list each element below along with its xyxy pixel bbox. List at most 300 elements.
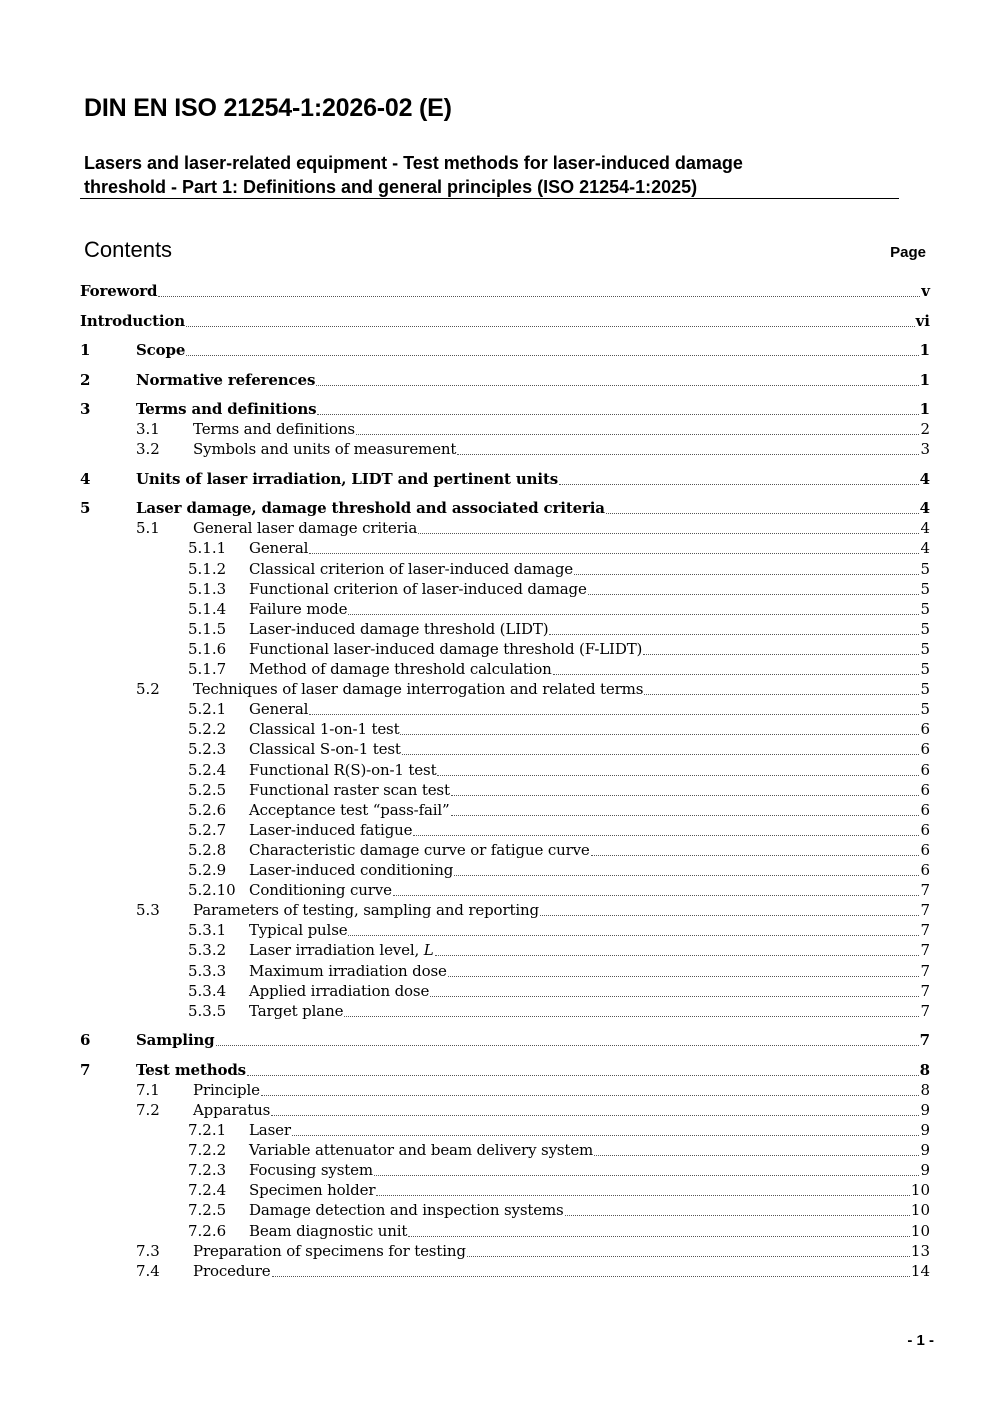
toc-entry-title-text: Sampling [136,1031,215,1050]
toc-entry-title-text: Principle [193,1080,260,1099]
toc-entry-title-text: Terms and definitions [193,420,355,439]
document-title: DIN EN ISO 21254-1:2026-02 (E) [84,94,452,122]
title-divider [80,198,899,199]
toc-entry-title [193,419,355,439]
toc-entry-body [249,760,930,780]
toc-entry-title-text: Terms and definitions [136,400,317,418]
page-column-heading: Page [890,244,926,261]
toc-entry-page: 6 [920,800,930,819]
toc-entry-title-text: Units of laser irradiation, LIDT and pertinent units [136,469,559,488]
toc-entry-title [249,920,347,940]
toc-dot-leader [186,354,918,356]
toc-entry-number: 5 [80,499,91,518]
toc-entry-body [193,439,930,459]
page-number: - 1 - [907,1332,934,1349]
toc-dot-leader [272,1275,910,1277]
toc-entry-page: 9 [920,1100,930,1119]
toc-entry-title-text: Laser-induced fatigue [249,820,413,839]
toc-entry[interactable] [80,340,930,360]
toc-entry-number: 5.1.4 [188,599,227,618]
toc-entry[interactable] [80,1060,930,1080]
toc-entry-body [249,538,930,558]
toc-dot-leader [158,295,920,297]
toc-entry-page: 4 [920,519,930,538]
toc-entry-title-text: Introduction [80,311,186,330]
toc-entry-body [249,1140,930,1160]
toc-entry-body [249,1001,930,1021]
toc-entry-number: 2 [80,370,91,389]
toc-entry[interactable] [80,599,930,619]
toc-entry-number: 5.3.4 [188,981,227,1000]
toc-entry-title [249,840,590,860]
toc-entry-title [136,1030,215,1050]
toc-entry-page: 7 [920,901,930,920]
toc-entry-body [193,679,930,699]
toc-entry-title-text: Beam diagnostic unit [249,1221,408,1240]
toc-entry[interactable] [80,780,930,800]
toc-entry-number: 5.1.6 [188,639,227,658]
toc-entry[interactable] [80,559,930,579]
toc-entry-number: 5.2.4 [188,760,227,779]
toc-entry-body [249,840,930,860]
toc-entry-body [249,659,930,679]
toc-entry-body [249,860,930,880]
toc-entry-title [249,1180,375,1200]
toc-entry-page: 1 [919,400,930,418]
toc-entry-title-text: Laser-induced conditioning [249,861,454,879]
toc-entry-title-text: Typical pulse [249,921,348,940]
toc-entry-title [249,1200,564,1220]
toc-dot-leader [437,774,919,776]
toc-entry-title [249,800,450,820]
toc-entry-number: 5.2 [136,680,160,699]
toc-entry-body [136,498,930,518]
toc-entry[interactable] [80,619,930,639]
toc-entry-body [193,1080,930,1100]
contents-heading: Contents [84,237,173,262]
toc-entry-body [249,1160,930,1180]
toc-entry-number: 5.3.1 [188,921,227,940]
toc-entry[interactable] [80,518,930,538]
toc-entry-page: 9 [920,1161,930,1180]
toc-entry-page: vi [915,311,930,330]
toc-entry-body [193,1100,930,1120]
toc-entry-title [193,900,539,920]
toc-entry[interactable] [80,399,930,419]
toc-entry-page: 8 [919,1060,930,1079]
toc-entry-page: 10 [910,1181,930,1200]
toc-entry-title-text: Functional R(S)-on-1 test [249,760,437,779]
toc-dot-leader [418,532,919,534]
toc-entry-number: 5.2.1 [188,700,227,719]
toc-entry-page: 10 [910,1201,930,1220]
toc-entry-title [249,1221,407,1241]
toc-entry[interactable] [80,1261,930,1281]
toc-dot-leader [467,1255,910,1257]
toc-entry-page: 10 [910,1221,930,1240]
toc-entry-number: 5.2.6 [188,800,227,819]
toc-entry-body [249,1180,930,1200]
toc-entry[interactable] [80,1100,930,1120]
toc-entry-page: 6 [920,720,930,739]
toc-entry[interactable] [80,940,930,960]
toc-entry-title [249,1140,593,1160]
toc-entry-number: 5.2.10 [188,881,236,900]
toc-entry-body [249,619,930,639]
toc-entry-title-text: Techniques of laser damage interrogation and related terms [193,680,644,699]
toc-entry-title [249,940,434,960]
toc-entry-body [136,340,930,360]
toc-dot-leader [271,1114,919,1116]
toc-entry-body [249,1221,930,1241]
toc-entry[interactable] [80,281,930,301]
toc-entry-title-text: Parameters of testing, sampling and reporting [193,901,539,920]
toc-dot-leader [413,834,919,836]
toc-entry-title [80,311,185,331]
toc-entry-page: 4 [920,539,930,558]
toc-entry-title [249,538,308,558]
toc-entry-title-text: Variable attenuator and beam delivery system [249,1141,594,1160]
toc-entry-title [136,1060,246,1080]
toc-entry-body [249,961,930,981]
toc-entry-page: 8 [920,1080,930,1099]
toc-entry-body [249,719,930,739]
toc-entry[interactable] [80,419,930,439]
toc-entry[interactable] [80,498,930,518]
toc-dot-leader [261,1094,920,1096]
toc-entry-title-text: Apparatus [193,1100,271,1119]
toc-entry-title [136,498,605,518]
toc-entry-number: 5.1.5 [188,619,227,638]
toc-entry-page: 1 [919,341,930,359]
toc-entry-body [249,920,930,940]
toc-entry-number: 3.2 [136,440,160,459]
toc-entry-title-text: Applied irradiation dose [249,981,430,1000]
toc-entry-title-text: Conditioning curve [249,881,392,900]
toc-entry-title-text: Normative references [136,370,316,389]
toc-entry-body [193,900,930,920]
toc-dot-leader [553,673,920,675]
toc-dot-leader [309,552,919,554]
toc-entry-body [136,399,930,419]
toc-entry-title [80,281,157,301]
toc-dot-leader [292,1134,920,1136]
toc-entry-title-text: Characteristic damage curve or fatigue curve [249,840,590,859]
toc-dot-leader [457,453,919,455]
toc-dot-leader [186,325,915,327]
toc-entry-title [193,1241,466,1261]
toc-entry-page: 3 [920,440,930,459]
toc-entry-page: v [921,282,930,300]
toc-entry-title-text: Functional criterion of laser-induced damage [249,579,587,598]
toc-dot-leader [448,975,920,977]
toc-entry[interactable] [80,719,930,739]
toc-entry-title [249,1120,291,1140]
toc-entry[interactable] [80,840,930,860]
toc-entry-page: 14 [910,1261,930,1280]
toc-entry-number: 7.2.1 [188,1121,227,1139]
toc-entry-title [249,619,548,639]
toc-entry-title [193,1080,260,1100]
toc-entry-number: 5.3 [136,901,160,920]
toc-entry-page: 5 [920,619,930,638]
toc-entry-number: 7.2.4 [188,1181,227,1200]
toc-entry-number: 5.1 [136,519,160,538]
toc-dot-leader [591,854,920,856]
toc-dot-leader [374,1174,919,1176]
toc-entry[interactable] [80,880,930,900]
toc-entry-number: 5.1.3 [188,579,227,598]
toc-dot-leader [344,1015,919,1017]
toc-entry-page: 7 [920,941,930,960]
toc-entry-title-text: Specimen holder [249,1181,376,1200]
toc-entry-number: 6 [80,1031,91,1050]
toc-entry-number: 5.2.7 [188,820,227,839]
toc-entry-page: 2 [920,420,930,439]
toc-entry-body [80,281,930,301]
toc-entry-title [249,699,308,719]
toc-entry-body [80,311,930,331]
toc-entry[interactable] [80,538,930,558]
toc-entry-number: 7 [80,1060,91,1079]
toc-entry-number: 5.3.3 [188,961,227,980]
toc-entry-title [249,961,447,981]
toc-dot-leader [393,894,920,896]
toc-entry[interactable] [80,800,930,820]
toc-entry[interactable] [80,639,930,659]
toc-entry-title [249,639,642,659]
toc-entry[interactable] [80,961,930,981]
toc-entry[interactable] [80,1030,930,1050]
toc-entry-title [249,659,552,679]
toc-entry[interactable] [80,1200,930,1220]
toc-entry-title-text: Laser irradiation level, [249,941,424,960]
toc-entry-body [193,1261,930,1281]
toc-dot-leader [317,413,918,415]
toc-entry-page: 7 [920,1001,930,1020]
toc-entry[interactable] [80,1001,930,1021]
toc-entry-body [249,699,930,719]
toc-dot-leader [348,613,919,615]
document-subtitle [84,151,904,199]
toc-entry-page: 5 [920,639,930,658]
toc-entry[interactable] [80,820,930,840]
toc-entry-page: 9 [920,1141,930,1160]
toc-entry[interactable] [80,760,930,780]
toc-entry-body [193,1241,930,1261]
toc-dot-leader [376,1194,910,1196]
toc-entry-body [249,820,930,840]
toc-entry-title-text: Functional laser-induced damage threshold (F-LIDT) [249,639,643,658]
toc-entry[interactable] [80,1160,930,1180]
toc-entry-title [249,719,399,739]
toc-entry-number: 5.2.8 [188,840,227,859]
toc-entry[interactable] [80,1241,930,1261]
toc-entry-body [193,518,930,538]
toc-entry-title-text: Laser [249,1121,291,1139]
toc-entry-title [249,559,573,579]
toc-entry-title-text: Laser damage, damage threshold and associated criteria [136,499,605,518]
toc-entry-number: 1 [80,341,91,359]
toc-dot-leader [565,1214,910,1216]
toc-entry-page: 6 [920,840,930,859]
toc-entry-number: 5.2.3 [188,740,227,759]
toc-dot-leader [451,794,920,796]
toc-entry[interactable] [80,739,930,759]
toc-entry-title-text: Maximum irradiation dose [249,961,447,980]
toc-entry-page: 7 [920,881,930,900]
toc-dot-leader [643,653,919,655]
subtitle-line-2: threshold - Part 1: Definitions and general principles (ISO 21254-1:2025) [84,177,698,197]
toc-entry[interactable] [80,699,930,719]
toc-entry-title-text: Procedure [193,1261,271,1280]
toc-entry-page: 6 [920,820,930,839]
toc-entry[interactable] [80,1221,930,1241]
toc-entry[interactable] [80,1140,930,1160]
toc-dot-leader [574,573,919,575]
toc-entry-page: 6 [920,861,930,879]
toc-entry-page: 5 [920,660,930,678]
toc-entry-title-text: Symbols and units of measurement [193,440,457,459]
toc-entry-page: 5 [920,700,930,719]
toc-entry-body [249,940,930,960]
toc-entry-title-text: General [249,539,309,558]
toc-entry-title-text: Functional raster scan test [249,780,450,799]
toc-dot-leader [540,914,920,916]
toc-entry-page: 6 [920,780,930,799]
toc-entry-body [249,1200,930,1220]
toc-entry-title-text: Target plane [249,1001,344,1020]
toc-entry-page: 5 [920,599,930,618]
toc-entry-body [193,419,930,439]
toc-entry-page: 7 [920,981,930,1000]
toc-entry-number: 5.3.2 [188,941,227,960]
toc-entry[interactable] [80,1080,930,1100]
toc-entry-title [249,860,453,880]
toc-dot-leader [435,954,920,956]
toc-dot-leader [348,934,919,936]
toc-dot-leader [216,1044,919,1046]
toc-entry[interactable] [80,1120,930,1140]
toc-entry-body [136,1060,930,1080]
toc-entry-body [249,880,930,900]
toc-entry-number: 5.1.2 [188,559,227,578]
toc-entry-page: 5 [920,579,930,598]
toc-entry-title [193,518,417,538]
toc-entry[interactable] [80,860,930,880]
toc-entry-body [249,981,930,1001]
toc-entry-title-text: Classical criterion of laser-induced damage [249,559,574,578]
toc-entry-number: 7.4 [136,1261,160,1280]
toc-dot-leader [644,693,919,695]
toc-entry[interactable] [80,920,930,940]
toc-entry-page: 9 [920,1121,930,1139]
toc-entry-title-text: General laser damage criteria [193,519,418,538]
toc-entry-title-text: Acceptance test “pass-fail” [249,800,450,819]
toc-entry-number: 7.1 [136,1080,160,1099]
toc-entry-page: 7 [920,961,930,980]
toc-dot-leader [454,874,919,876]
toc-entry-number: 7.2.2 [188,1141,227,1160]
toc-entry[interactable] [80,679,930,699]
toc-entry[interactable] [80,439,930,459]
toc-entry-title [249,760,436,780]
toc-entry-title-text: Failure mode [249,599,348,618]
toc-entry[interactable] [80,659,930,679]
toc-entry-body [249,579,930,599]
toc-entry-title-text: Method of damage threshold calculation [249,660,552,678]
toc-entry[interactable] [80,981,930,1001]
toc-entry-page: 6 [920,740,930,759]
toc-dot-leader [309,713,919,715]
toc-entry-title [193,1100,270,1120]
toc-entry-page: 6 [920,760,930,779]
toc-entry-body [136,469,930,489]
toc-entry-body [249,639,930,659]
toc-entry-title-text: Classical S-on-1 test [249,740,401,759]
toc-entry-title [249,820,412,840]
toc-entry-page: 7 [919,1031,930,1050]
toc-entry-title-text: Preparation of specimens for testing [193,1241,466,1260]
toc-entry-page: 7 [920,921,930,940]
toc-entry[interactable] [80,900,930,920]
toc-entry-title [136,370,315,390]
toc-entry-title [249,579,587,599]
toc-entry-body [249,599,930,619]
toc-entry-title-text: Damage detection and inspection systems [249,1201,564,1220]
toc-entry-page: 4 [919,469,930,488]
toc-dot-leader [402,753,920,755]
toc-entry[interactable] [80,1180,930,1200]
toc-entry[interactable] [80,311,930,331]
toc-dot-leader [247,1074,919,1076]
toc-entry-number: 5.1.7 [188,660,227,678]
toc-entry-title-text: Test methods [136,1060,246,1079]
toc-entry-title-text: Classical 1-on-1 test [249,720,400,739]
toc-entry-number: 5.2.5 [188,780,227,799]
toc-entry-number: 7.2.6 [188,1221,227,1240]
toc-entry[interactable] [80,579,930,599]
toc-dot-leader [594,1154,919,1156]
toc-dot-leader [588,593,920,595]
toc-entry-title [249,880,392,900]
toc-dot-leader [356,433,920,435]
toc-entry-number: 7.2.5 [188,1201,227,1220]
toc-entry-body [136,370,930,390]
toc-entry[interactable] [80,469,930,489]
toc-entry[interactable] [80,370,930,390]
toc-entry-number: 7.2 [136,1100,160,1119]
toc-entry-body [249,559,930,579]
toc-entry-title [193,679,643,699]
toc-entry-title [193,439,456,459]
toc-entry-title-text: Focusing system [249,1161,373,1180]
toc-dot-leader [606,512,919,514]
toc-entry-number: 7.3 [136,1241,160,1260]
toc-dot-leader [559,483,919,485]
toc-entry-title-text: Laser-induced damage threshold (LIDT) [249,619,549,638]
toc-entry-body [136,1030,930,1050]
toc-entry-page: 5 [920,680,930,699]
toc-entry-number: 3 [80,400,91,418]
toc-entry-number: 5.2.2 [188,720,227,739]
toc-entry-page: 13 [910,1241,930,1260]
toc-entry-number: 4 [80,469,91,488]
toc-entry-title [249,1001,343,1021]
toc-entry-title [193,1261,271,1281]
subtitle-line-1: Lasers and laser-related equipment - Test methods for laser-induced damage [84,153,743,173]
toc-dot-leader [400,733,919,735]
